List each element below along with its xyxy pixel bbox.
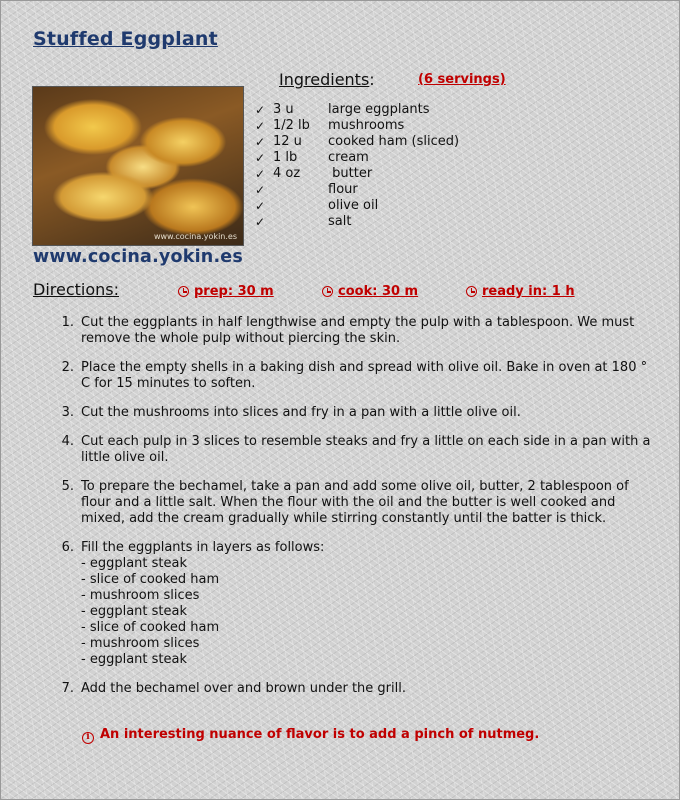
ingredient-qty: 4 oz xyxy=(273,166,301,181)
ingredient-name: butter xyxy=(328,166,373,181)
recipe-title: Stuffed Eggplant xyxy=(33,28,218,50)
step-number: 2. xyxy=(61,360,74,375)
step-text: Cut the eggplants in half lengthwise and empty the pulp with a tablespoon. We must remove the whole pulp without piercing the skin. xyxy=(81,315,635,346)
ingredient-item xyxy=(255,198,379,214)
direction-step xyxy=(56,405,656,421)
direction-step xyxy=(56,434,656,466)
ingredient-qty: 1/2 lb xyxy=(273,118,310,133)
ready-time-label: ready in: 1 h xyxy=(482,284,575,299)
check-icon: ✓ xyxy=(255,167,266,181)
ingredient-item xyxy=(255,150,369,166)
info-icon: i xyxy=(82,732,94,744)
clock-icon xyxy=(178,286,189,297)
ingredient-item xyxy=(255,214,352,230)
direction-step xyxy=(56,681,656,697)
ingredient-qty: 3 u xyxy=(273,102,294,117)
layer-item: - eggplant steak xyxy=(81,604,187,619)
direction-step xyxy=(56,479,656,527)
step-number: 1. xyxy=(61,315,74,330)
prep-time-label: prep: 30 m xyxy=(194,284,274,299)
ingredients-list xyxy=(255,102,460,230)
check-icon: ✓ xyxy=(255,183,266,197)
ingredients-heading xyxy=(279,70,375,89)
layer-item: - mushroom slices xyxy=(81,588,200,603)
step-text: Fill the eggplants in layers as follows: xyxy=(81,540,325,555)
check-icon: ✓ xyxy=(255,199,266,213)
layer-item: - mushroom slices xyxy=(81,636,200,651)
step-text: To prepare the bechamel, take a pan and add some olive oil, butter, 2 tablespoon of flour and a little salt. When the flour with the oil and the butter is well cooked and mixed, add the cream gradually while stirring constantly until the batter is thick. xyxy=(81,479,629,526)
ingredient-item xyxy=(255,102,430,118)
step-number: 7. xyxy=(61,681,74,696)
ingredient-name: mushrooms xyxy=(328,118,405,133)
step-number: 4. xyxy=(61,434,74,449)
ingredient-name: olive oil xyxy=(328,198,379,213)
step-text: Cut each pulp in 3 slices to resemble steaks and fry a little on each side in a pan with a little olive oil. xyxy=(81,434,651,465)
photo-watermark: www.cocina.yokin.es xyxy=(153,232,237,241)
prep-time[interactable] xyxy=(178,284,274,299)
ingredient-qty: 12 u xyxy=(273,134,302,149)
layer-item: - slice of cooked ham xyxy=(81,620,220,635)
ingredients-heading-colon: : xyxy=(369,70,375,89)
step-number: 3. xyxy=(61,405,74,420)
tip-note xyxy=(82,727,539,744)
direction-step xyxy=(56,315,656,347)
step-text: Place the empty shells in a baking dish and spread with olive oil. Bake in oven at 180 ° C for 15 minutes to soften. xyxy=(81,360,648,391)
check-icon: ✓ xyxy=(255,215,266,229)
tip-text: An interesting nuance of flavor is to add a pinch of nutmeg. xyxy=(100,727,540,742)
ingredient-name: cream xyxy=(328,150,369,165)
layer-item: - eggplant steak xyxy=(81,556,187,571)
step-number: 5. xyxy=(61,479,74,494)
ingredient-item xyxy=(255,134,460,150)
check-icon: ✓ xyxy=(255,135,266,149)
clock-icon xyxy=(466,286,477,297)
step-number: 6. xyxy=(61,540,74,555)
ingredient-name: large eggplants xyxy=(328,102,430,117)
direction-step xyxy=(56,540,656,668)
check-icon: ✓ xyxy=(255,103,266,117)
cook-time[interactable] xyxy=(322,284,418,299)
ready-time[interactable] xyxy=(466,284,575,299)
ingredient-qty: 1 lb xyxy=(273,150,298,165)
cook-time-label: cook: 30 m xyxy=(338,284,419,299)
site-logo[interactable]: www.cocina.yokin.es xyxy=(33,247,243,267)
step-text: Add the bechamel over and brown under the grill. xyxy=(81,681,406,696)
clock-icon xyxy=(322,286,333,297)
directions-list xyxy=(56,315,656,710)
ingredients-heading-label: Ingredients xyxy=(279,70,370,89)
layer-item: - slice of cooked ham xyxy=(81,572,220,587)
directions-heading: Directions: xyxy=(33,280,120,299)
layer-item: - eggplant steak xyxy=(81,652,187,667)
ingredient-item xyxy=(255,182,358,198)
servings-link[interactable]: (6 servings) xyxy=(418,72,506,87)
recipe-photo xyxy=(32,86,244,246)
check-icon: ✓ xyxy=(255,151,266,165)
ingredient-name: cooked ham (sliced) xyxy=(328,134,460,149)
ingredient-name: salt xyxy=(328,214,352,229)
direction-step xyxy=(56,360,656,392)
ingredient-item xyxy=(255,118,405,134)
step-text: Cut the mushrooms into slices and fry in a pan with a little olive oil. xyxy=(81,405,521,420)
check-icon: ✓ xyxy=(255,119,266,133)
ingredient-item xyxy=(255,166,373,182)
ingredient-name: flour xyxy=(328,182,358,197)
